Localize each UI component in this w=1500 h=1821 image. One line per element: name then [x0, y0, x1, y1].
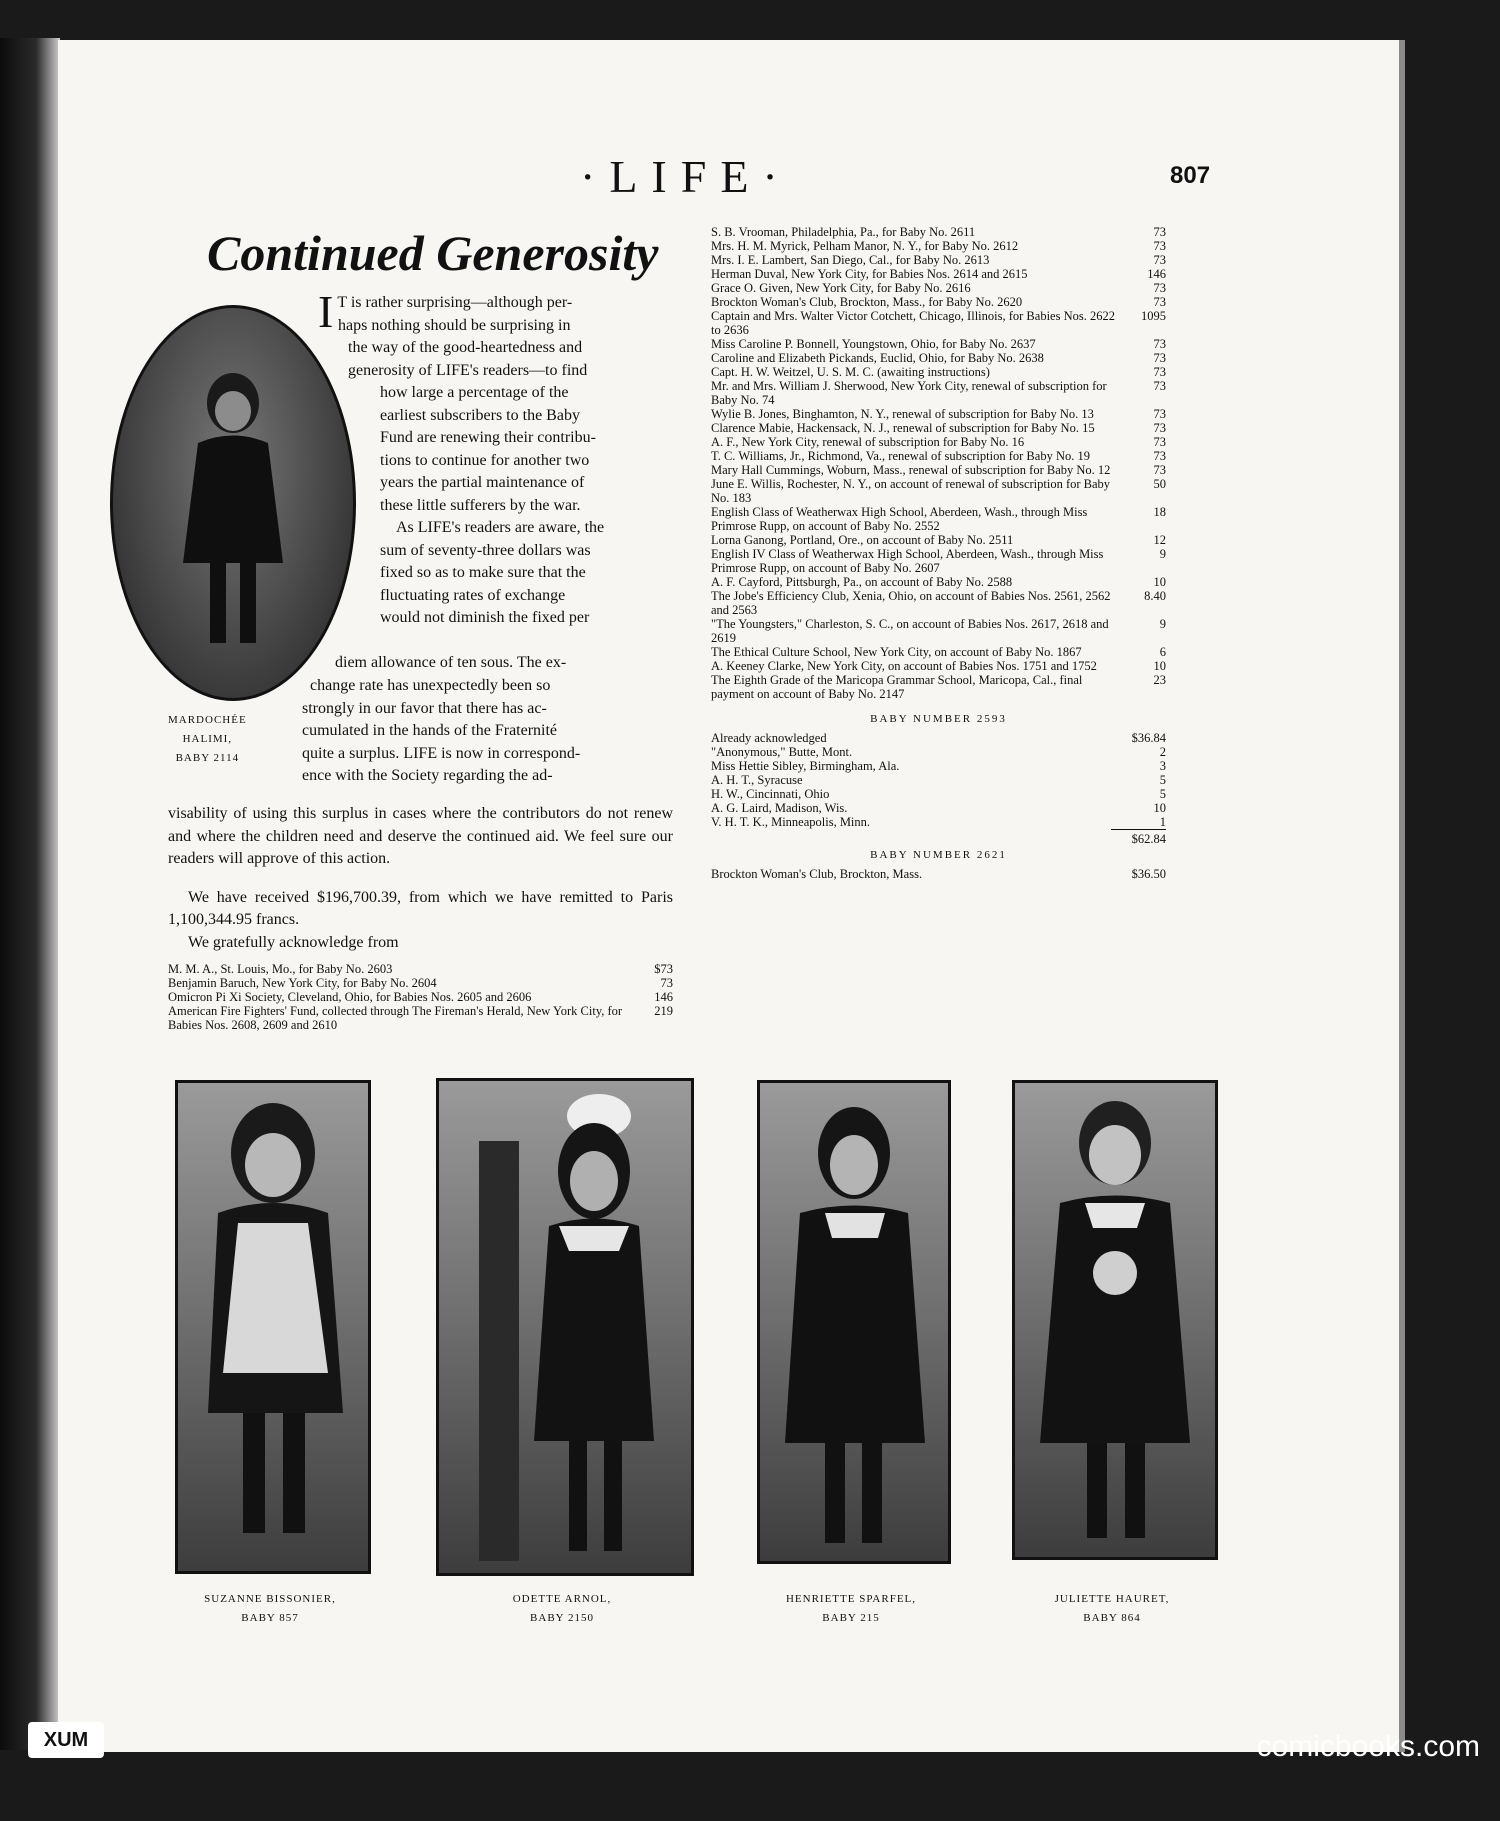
contributor-amount: 73	[1153, 379, 1166, 393]
photo-caption-baby: BABY 2150	[530, 1612, 594, 1624]
list-item	[168, 990, 673, 1004]
contributor-name: Brockton Woman's Club, Brockton, Mass., for Baby No. 2620	[711, 295, 1023, 309]
contributor-name: A. Keeney Clarke, New York City, on account of Babies Nos. 1751 and 1752	[711, 659, 1097, 673]
contributor-name: Captain and Mrs. Walter Victor Cotchett, Chicago, Illinois, for Babies Nos. 2622 to 2636	[711, 309, 1115, 337]
contributor-amount: 73	[1153, 365, 1166, 379]
contributor-name: A. F., New York City, renewal of subscription for Baby No. 16	[711, 435, 1025, 449]
contributor-name: The Ethical Culture School, New York City, on account of Baby No. 1867	[711, 645, 1082, 659]
contributor-amount: 73	[1153, 351, 1166, 365]
contributor-amount: 1	[1159, 815, 1166, 829]
photo-juliette-hauret	[1012, 1080, 1218, 1560]
contributor-name: Grace O. Given, New York City, for Baby No. 2616	[711, 281, 971, 295]
contributor-name: Miss Hettie Sibley, Birmingham, Ala.	[711, 759, 900, 773]
list-item	[711, 281, 1166, 295]
contributor-name: Benjamin Baruch, New York City, for Baby No. 2604	[168, 976, 437, 990]
masthead: ·LIFE·	[580, 151, 792, 202]
list-item	[711, 745, 1166, 759]
photo-caption-name: JULIETTE HAURET,	[1054, 1593, 1170, 1605]
article-title: Continued Generosity	[207, 225, 659, 281]
contributor-name: Brockton Woman's Club, Brockton, Mass.	[711, 867, 923, 881]
intro-line: As LIFE's readers are aware, the	[396, 519, 605, 536]
contributor-amount: 9	[1159, 617, 1166, 631]
contributor-amount: 3	[1159, 759, 1166, 773]
contributor-name: June E. Willis, Rochester, N. Y., on account of renewal of subscription for Baby No. 183	[711, 477, 1111, 505]
contributor-amount: 219	[654, 1004, 673, 1018]
contributors-list-baby-2621	[711, 867, 1166, 881]
contributor-amount: 146	[654, 990, 673, 1004]
contributor-amount: 5	[1159, 773, 1166, 787]
section-heading-baby-2621: BABY NUMBER 2621	[870, 849, 1007, 861]
contributor-name: Omicron Pi Xi Society, Cleveland, Ohio, for Babies Nos. 2605 and 2606	[168, 990, 532, 1004]
intro-line: fixed so as to make sure that the	[380, 564, 586, 581]
portrait-caption	[168, 711, 247, 768]
photo-henriette-sparfel	[757, 1080, 951, 1564]
list-item	[711, 773, 1166, 787]
contributor-name: A. G. Laird, Madison, Wis.	[711, 801, 848, 815]
contributor-amount: 73	[1153, 281, 1166, 295]
contributor-name: T. C. Williams, Jr., Richmond, Va., renewal of subscription for Baby No. 19	[711, 449, 1090, 463]
contributor-name: "The Youngsters," Charleston, S. C., on account of Babies Nos. 2617, 2618 and 2619	[711, 617, 1109, 645]
intro-line: quite a surplus. LIFE is now in correspond-	[302, 744, 581, 762]
intro-line: Fund are renewing their contribu-	[380, 429, 596, 446]
photo-caption-baby: BABY 857	[241, 1612, 299, 1624]
contributor-name: Mrs. I. E. Lambert, San Diego, Cal., for Baby No. 2613	[711, 253, 990, 267]
list-item	[711, 575, 1166, 589]
child-figure-illustration	[760, 1083, 948, 1561]
list-item	[711, 787, 1166, 801]
contributor-name: The Jobe's Efficiency Club, Xenia, Ohio, on account of Babies Nos. 2561, 2562 and 2563	[711, 589, 1111, 617]
photo-caption-name: SUZANNE BISSONIER,	[204, 1593, 336, 1605]
list-item	[711, 379, 1166, 407]
contributor-amount: 2	[1159, 745, 1166, 759]
photo-caption-baby: BABY 215	[822, 1612, 880, 1624]
portrait-caption-line: MARDOCHÉE	[168, 714, 247, 726]
list-item	[711, 253, 1166, 267]
contributor-amount: 73	[1153, 253, 1166, 267]
intro-line: cumulated in the hands of the Fraternité	[302, 722, 558, 739]
list-item	[711, 673, 1166, 701]
child-figure-illustration	[439, 1081, 691, 1573]
paragraph-acknowledge: We gratefully acknowledge from	[188, 933, 399, 951]
photo-caption-name: HENRIETTE SPARFEL,	[785, 1593, 917, 1605]
contributor-amount: 73	[1153, 463, 1166, 477]
contributor-name: V. H. T. K., Minneapolis, Minn.	[711, 815, 871, 829]
photo-caption-baby: BABY 864	[1083, 1612, 1141, 1624]
intro-line: how large a percentage of the	[380, 384, 569, 401]
list-item	[711, 351, 1166, 365]
intro-line: these little sufferers by the war.	[380, 496, 581, 514]
list-item	[711, 645, 1166, 659]
article-intro-lower	[302, 675, 673, 788]
photo-suzanne-bissonier	[175, 1080, 371, 1574]
contributor-name: English Class of Weatherwax High School, Aberdeen, Wash., through Miss Primrose Rupp, on account of Baby No. 2552	[711, 505, 1088, 533]
contributor-name: Miss Caroline P. Bonnell, Youngstown, Ohio, for Baby No. 2637	[711, 337, 1036, 351]
article-intro-narrow	[380, 382, 673, 630]
list-item	[711, 463, 1166, 477]
contributor-name: Wylie B. Jones, Binghamton, N. Y., renewal of subscription for Baby No. 13	[711, 407, 1094, 421]
article-intro-cont	[348, 337, 673, 382]
intro-line: T is rather surprising—although per-	[337, 294, 573, 311]
intro-line: diem allowance of ten sous. The ex-	[335, 654, 567, 671]
list-item	[711, 421, 1166, 435]
intro-line: years the partial maintenance of	[380, 474, 585, 491]
contributor-amount: 5	[1159, 787, 1166, 801]
list-item	[711, 617, 1166, 645]
article-intro-widening	[335, 652, 673, 675]
contributors-column-right	[711, 225, 1166, 881]
scan-label: XUM	[28, 1722, 104, 1758]
photo-caption	[452, 1590, 672, 1628]
photo-odette-arnol	[436, 1078, 694, 1576]
contributors-list-left	[168, 962, 673, 1032]
list-item	[711, 449, 1166, 463]
contributor-amount: 73	[1153, 295, 1166, 309]
page-number: 807	[1170, 162, 1211, 189]
list-item	[711, 505, 1166, 533]
contributor-amount: 18	[1153, 505, 1166, 519]
contributor-amount: 73	[1153, 421, 1166, 435]
contributor-name: Caroline and Elizabeth Pickands, Euclid, Ohio, for Baby No. 2638	[711, 351, 1044, 365]
contributors-list-baby-2593	[711, 731, 1166, 829]
photo-caption	[1002, 1590, 1222, 1628]
intro-line: ence with the Society regarding the ad-	[302, 767, 553, 784]
list-item	[711, 309, 1166, 337]
intro-line: strongly in our favor that there has ac-	[302, 699, 547, 717]
contributor-amount: $36.50	[1131, 867, 1166, 881]
contributor-amount: 73	[1153, 407, 1166, 421]
contributor-name: Already acknowledged	[711, 731, 827, 745]
contributor-name: S. B. Vrooman, Philadelphia, Pa., for Baby No. 2611	[711, 225, 976, 239]
contributor-name: Lorna Ganong, Portland, Ore., on account of Baby No. 2511	[711, 533, 1014, 547]
list-item	[711, 267, 1166, 281]
portrait-caption-line: HALIMI,	[182, 733, 233, 745]
article-intro	[318, 286, 673, 337]
intro-line: tions to continue for another two	[380, 451, 590, 469]
contributor-name: English IV Class of Weatherwax High School, Aberdeen, Wash., through Miss Primrose Rupp, on account of Baby No. 2607	[711, 547, 1104, 575]
page-gutter	[0, 38, 60, 1750]
contributor-name: The Eighth Grade of the Maricopa Grammar School, Maricopa, Cal., final payment on account of Baby No. 2147	[711, 673, 1083, 701]
contributor-name: Mr. and Mrs. William J. Sherwood, New York City, renewal of subscription for Baby No. 74	[711, 379, 1107, 407]
total-baby-2593: $62.84	[1111, 829, 1166, 847]
contributor-amount: 73	[1153, 449, 1166, 463]
list-item	[711, 589, 1166, 617]
list-item	[711, 407, 1166, 421]
intro-line: generosity of LIFE's readers—to find	[348, 361, 588, 379]
list-item	[711, 759, 1166, 773]
list-item	[711, 731, 1166, 745]
child-figure-illustration	[1015, 1083, 1215, 1557]
contributor-amount: 8.40	[1144, 589, 1166, 603]
contributor-amount: 23	[1153, 673, 1166, 687]
list-item	[711, 435, 1166, 449]
contributor-name: A. F. Cayford, Pittsburgh, Pa., on account of Baby No. 2588	[711, 575, 1013, 589]
contributor-name: Herman Duval, New York City, for Babies Nos. 2614 and 2615	[711, 267, 1028, 281]
intro-line: haps nothing should be surprising in	[338, 316, 571, 334]
contributor-amount: 9	[1159, 547, 1166, 561]
child-figure-illustration	[178, 1083, 368, 1571]
contributor-name: Capt. H. W. Weitzel, U. S. M. C. (awaiting instructions)	[711, 365, 990, 379]
contributor-amount: $36.84	[1131, 731, 1166, 745]
contributor-amount: 12	[1153, 533, 1166, 547]
list-item	[711, 815, 1166, 829]
paragraph-received: We have received $196,700.39, from which we have remitted to Paris 1,100,344.95 francs.	[168, 888, 673, 928]
paragraph-surplus: visability of using this surplus in cases where the contributors do not renew and where the children need and deserve the continued aid. We feel sure our readers will approve of this action.	[168, 805, 673, 867]
contributor-amount: 146	[1147, 267, 1166, 281]
portrait-photo	[110, 305, 356, 701]
contributor-name: A. H. T., Syracuse	[711, 773, 803, 787]
list-item	[711, 239, 1166, 253]
list-item	[168, 976, 673, 990]
contributor-amount: 6	[1159, 645, 1166, 659]
article-body	[168, 787, 673, 1032]
intro-line: sum of seventy-three dollars was	[380, 541, 591, 559]
photo-caption	[741, 1590, 961, 1628]
contributor-name: H. W., Cincinnati, Ohio	[711, 787, 830, 801]
contributor-amount: 10	[1153, 575, 1166, 589]
contributor-amount: 10	[1153, 659, 1166, 673]
contributor-amount: 10	[1153, 801, 1166, 815]
intro-line: would not diminish the fixed per	[380, 609, 590, 626]
contributor-amount: 73	[1153, 337, 1166, 351]
list-item	[168, 1004, 673, 1032]
list-item	[711, 867, 1166, 881]
list-item	[711, 547, 1166, 575]
intro-line: change rate has unexpectedly been so	[310, 677, 551, 694]
list-item	[711, 477, 1166, 505]
intro-line: earliest subscribers to the Baby	[380, 406, 580, 424]
contributor-amount: 50	[1153, 477, 1166, 491]
list-item	[711, 365, 1166, 379]
contributor-amount: 73	[660, 976, 673, 990]
contributor-name: Clarence Mabie, Hackensack, N. J., renewal of subscription for Baby No. 15	[711, 421, 1095, 435]
contributor-amount: $73	[654, 962, 673, 976]
photo-caption	[160, 1590, 380, 1628]
child-figure-illustration	[178, 363, 288, 663]
list-item	[168, 962, 673, 976]
list-item	[711, 659, 1166, 673]
drop-cap: I	[318, 286, 334, 337]
contributor-amount: 1095	[1141, 309, 1166, 323]
contributor-name: American Fire Fighters' Fund, collected through The Fireman's Herald, New York City, for Babies Nos. 2608, 2609 and 2610	[168, 1004, 623, 1032]
list-item	[711, 295, 1166, 309]
intro-line: fluctuating rates of exchange	[380, 586, 566, 604]
contributor-name: "Anonymous," Butte, Mont.	[711, 745, 853, 759]
list-item	[711, 225, 1166, 239]
page-edge	[1399, 40, 1405, 1752]
contributor-name: Mary Hall Cummings, Woburn, Mass., renewal of subscription for Baby No. 12	[711, 463, 1111, 477]
contributor-amount: 73	[1153, 239, 1166, 253]
list-item	[711, 533, 1166, 547]
contributor-name: Mrs. H. M. Myrick, Pelham Manor, N. Y., for Baby No. 2612	[711, 239, 1019, 253]
intro-line: the way of the good-heartedness and	[348, 339, 583, 356]
list-item	[711, 337, 1166, 351]
contributor-amount: 73	[1153, 225, 1166, 239]
portrait-caption-line: BABY 2114	[175, 752, 240, 764]
contributors-list-right	[711, 225, 1166, 701]
contributor-name: M. M. A., St. Louis, Mo., for Baby No. 2603	[168, 962, 393, 976]
contributor-amount: 73	[1153, 435, 1166, 449]
photo-caption-name: ODETTE ARNOL,	[512, 1593, 612, 1605]
section-heading-baby-2593: BABY NUMBER 2593	[870, 713, 1007, 725]
list-item	[711, 801, 1166, 815]
site-watermark: comicbooks.com	[1256, 1730, 1480, 1763]
